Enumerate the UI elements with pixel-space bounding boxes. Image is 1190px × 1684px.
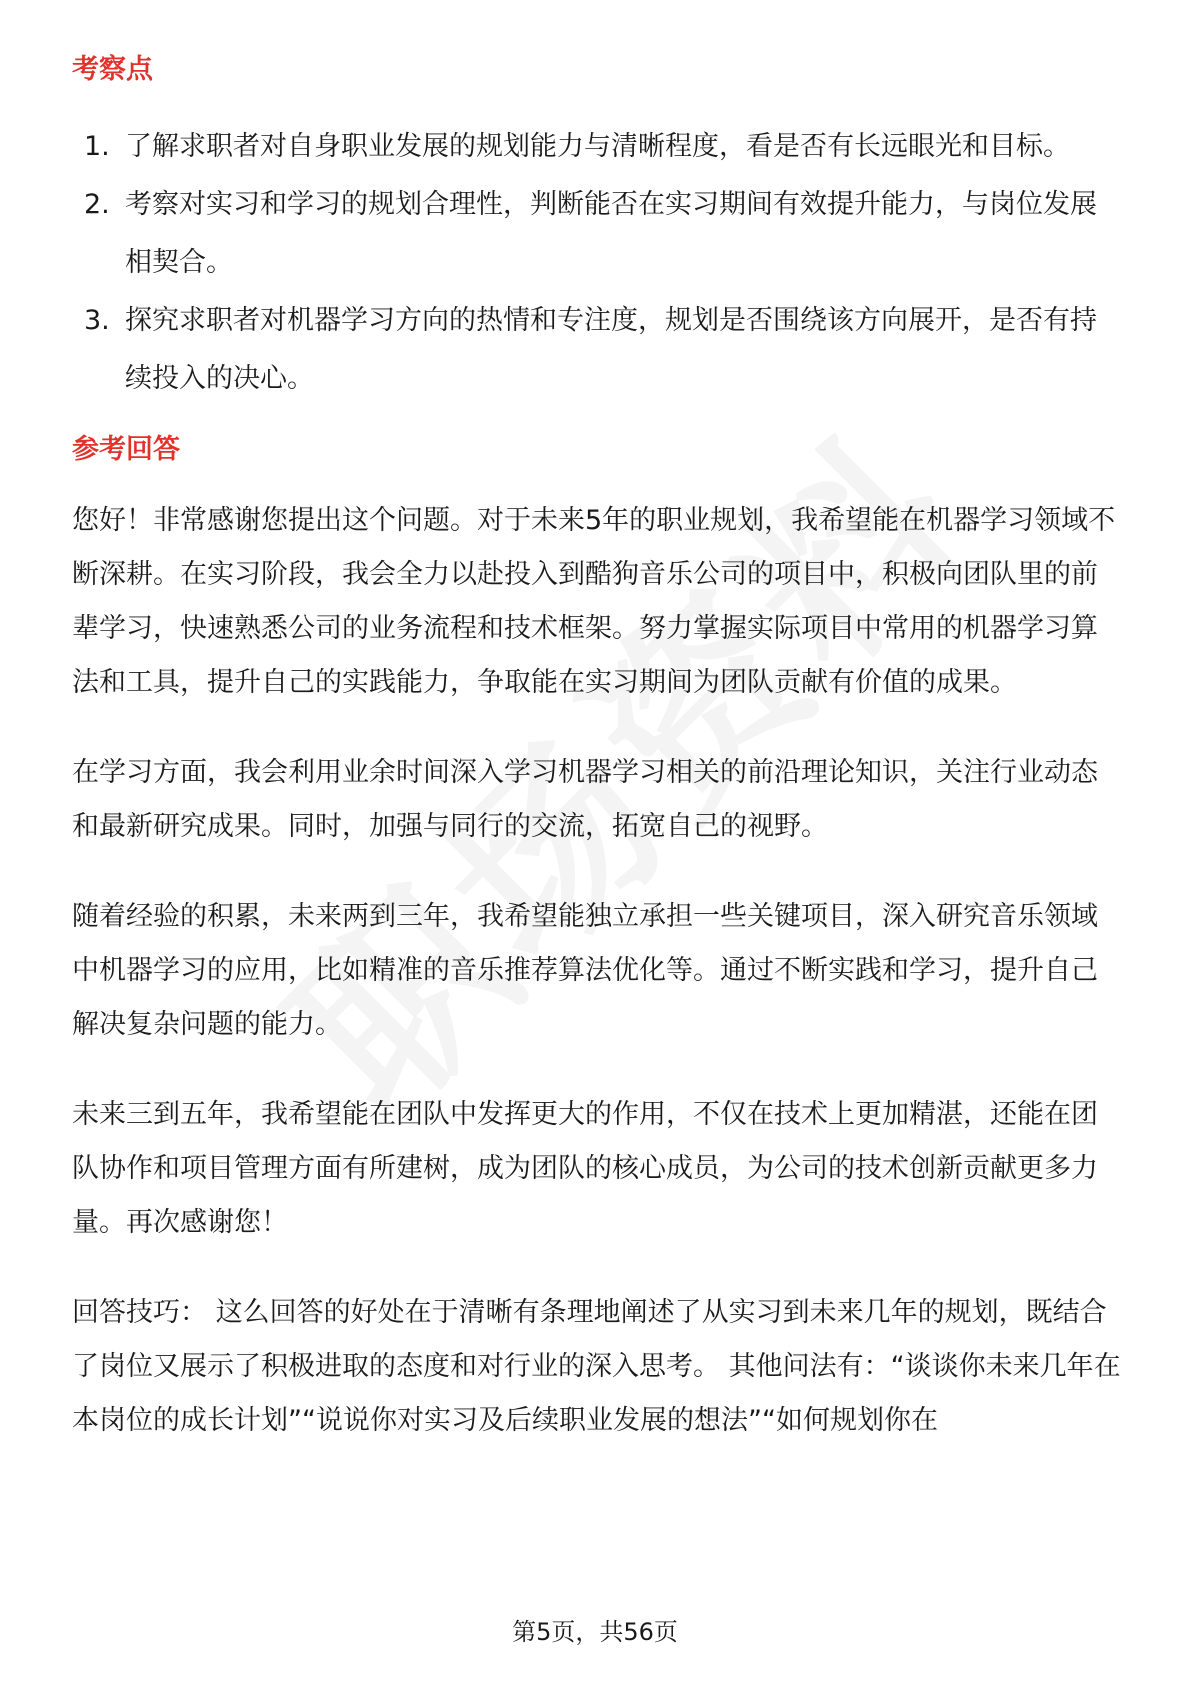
answer-paragraph: 随着经验的积累，未来两到三年，我希望能独立承担一些关键项目，深入研究音乐领域中机器学习的应用，比如精准的音乐推荐算法优化等。通过不断实践和学习，提升自己解决复杂问题的能力。 — [72, 901, 1098, 1040]
list-item — [72, 118, 1122, 176]
list-item-text: 探究求职者对机器学习方向的热情和专注度，规划是否围绕该方向展开，是否有持续投入的决心。 — [125, 305, 1097, 394]
list-item-number: 3. — [84, 305, 110, 336]
list-item-text: 了解求职者对自身职业发展的规划能力与清晰程度，看是否有长远眼光和目标。 — [125, 131, 1070, 162]
answer-paragraph: 您好！非常感谢您提出这个问题。对于未来5年的职业规划，我希望能在机器学习领域不断深耕。在实习阶段，我会全力以赴投入到酷狗音乐公司的项目中，积极向团队里的前辈学习，快速熟悉公司的业务流程和技术框架。努力掌握实际项目中常用的机器学习算法和工具，提升自己的实践能力，争取能在实习期间为团队贡献有价值的成果。 — [72, 505, 1116, 698]
list-item-text: 考察对实习和学习的规划合理性，判断能否在实习期间有效提升能力，与岗位发展相契合。 — [125, 189, 1097, 278]
answer-tips-paragraph: 回答技巧： 这么回答的好处在于清晰有条理地阐述了从实习到未来几年的规划，既结合了岗位又展示了积极进取的态度和对行业的深入思考。 其他问法有：“谈谈你未来几年在本岗位的成长计划”“说说你对实习及后续职业发展的想法”“如何规划你在 — [72, 1297, 1121, 1436]
page-number-footer: 第5页，共56页 — [512, 1618, 678, 1646]
section-title-reference-answer: 参考回答 — [72, 434, 180, 465]
answer-paragraph: 在学习方面，我会利用业余时间深入学习机器学习相关的前沿理论知识，关注行业动态和最新研究成果。同时，加强与同行的交流，拓宽自己的视野。 — [72, 757, 1098, 842]
answer-paragraph: 未来三到五年，我希望能在团队中发挥更大的作用，不仅在技术上更加精湛，还能在团队协作和项目管理方面有所建树，成为团队的核心成员，为公司的技术创新贡献更多力量。再次感谢您！ — [72, 1099, 1098, 1238]
list-item — [72, 176, 1122, 292]
list-item — [72, 292, 1122, 408]
list-item-number: 2. — [84, 189, 110, 220]
list-item-number: 1. — [84, 131, 110, 162]
page-content — [72, 50, 1122, 1448]
section-title-exam-points: 考察点 — [72, 54, 153, 85]
exam-points-list — [72, 118, 1122, 408]
